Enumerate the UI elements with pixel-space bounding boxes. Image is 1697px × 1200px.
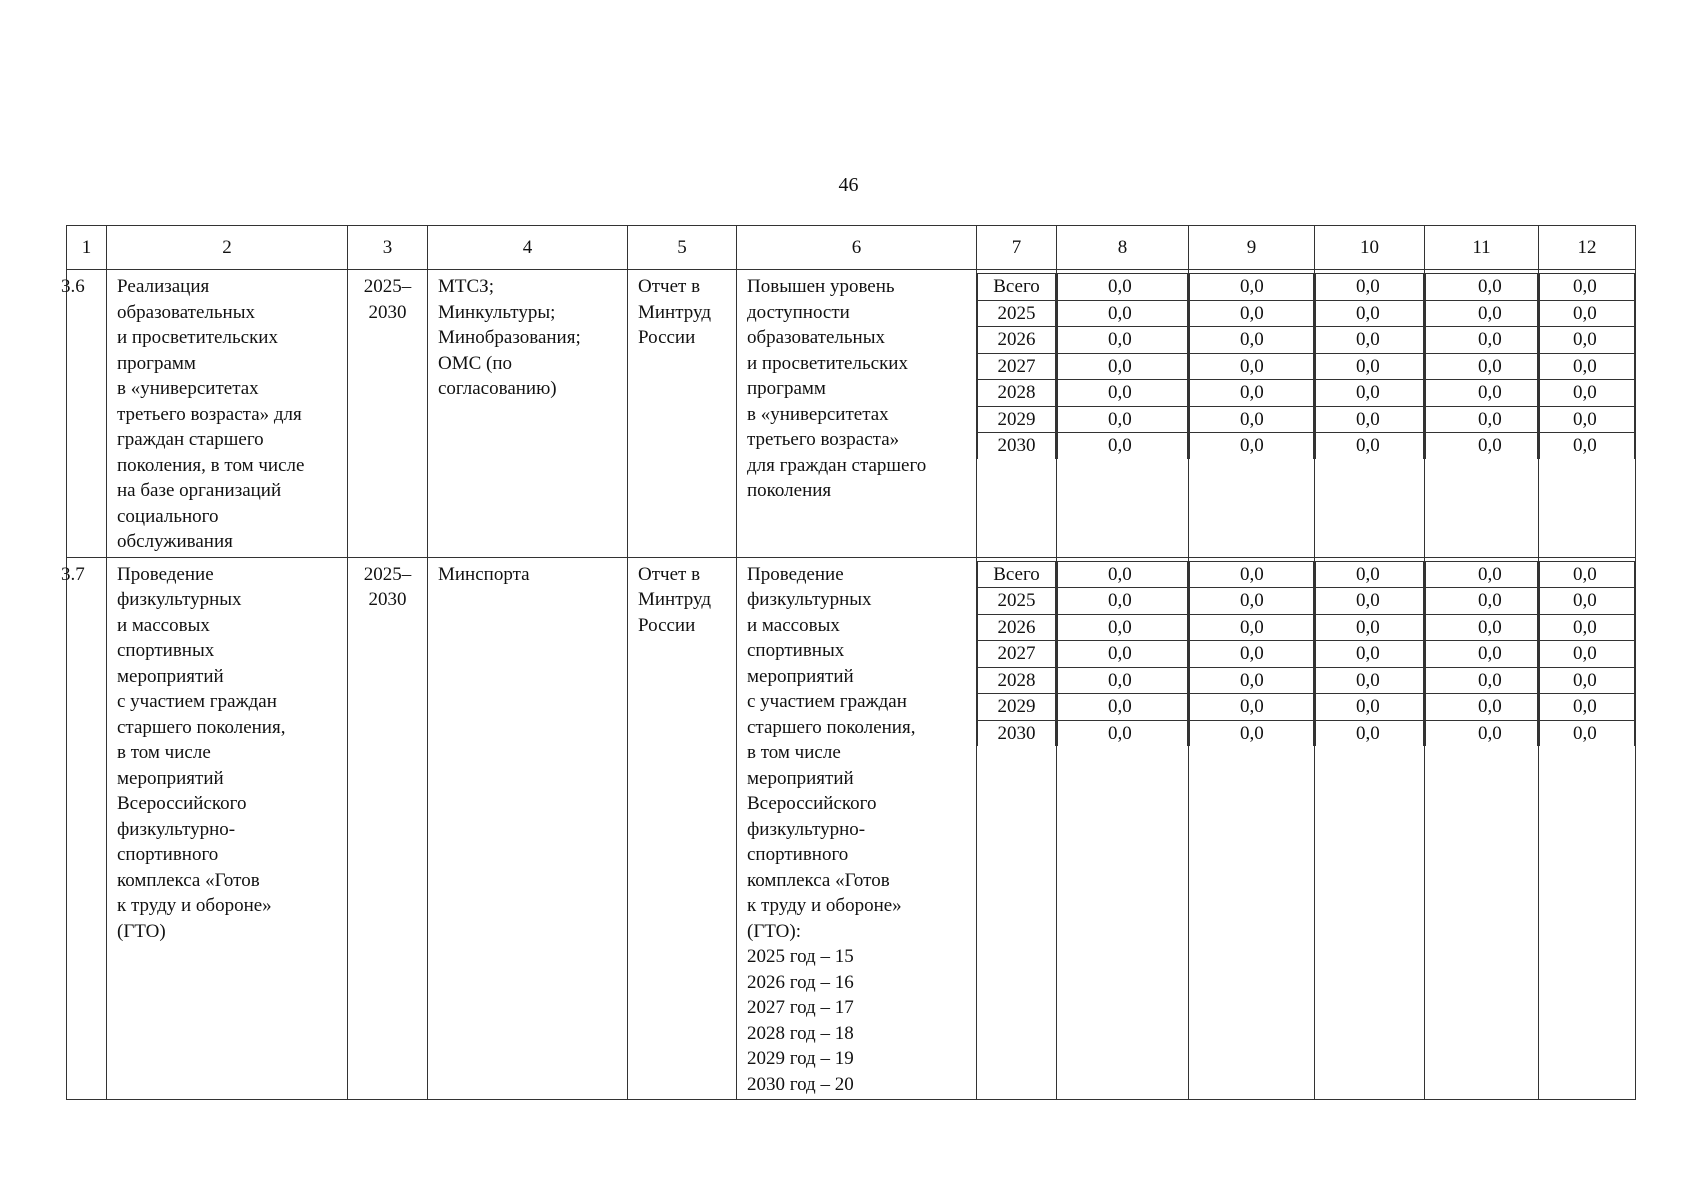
value-cell: 0,0 — [1190, 667, 1314, 694]
result-line: доступности — [747, 301, 850, 323]
measure-name-line: (ГТО) — [117, 920, 166, 942]
result-line: и массовых — [747, 614, 840, 636]
value-cell: 0,0 — [1426, 300, 1538, 327]
measure-name-line: Реализация — [117, 276, 210, 297]
value-cell: 0,0 — [1540, 641, 1635, 668]
years-cell — [977, 557, 1057, 1100]
value-cell: 0,0 — [1190, 561, 1314, 588]
value-cell: 0,0 — [1540, 561, 1635, 588]
value-cell: 0,0 — [1058, 641, 1188, 668]
header-cell: 4 — [428, 226, 628, 270]
measure-name-line: старшего поколения, — [117, 716, 286, 738]
measure-name-line: третьего возраста» для — [117, 403, 302, 425]
measure-name-line: в том числе — [117, 742, 211, 763]
executors-cell — [428, 557, 628, 1100]
executor-line: Минспорта — [438, 563, 530, 585]
value-cell: 0,0 — [1058, 274, 1188, 301]
value-cell: 0,0 — [1426, 694, 1538, 721]
value-cell: 0,0 — [1426, 274, 1538, 301]
year-label: 2028 — [978, 667, 1056, 694]
header-row — [67, 226, 1636, 270]
value-cell: 0,0 — [1316, 720, 1424, 746]
result-line: Повышен уровень — [747, 276, 895, 297]
result-line: к труду и обороне» — [747, 895, 902, 916]
col9-cell — [1189, 557, 1315, 1100]
col11-cell — [1425, 557, 1539, 1100]
value-cell: 0,0 — [1540, 588, 1635, 615]
value-cell: 0,0 — [1058, 720, 1188, 746]
measure-name-line: мероприятий — [117, 767, 224, 789]
period-line: 2030 — [368, 589, 407, 610]
value-cell: 0,0 — [1190, 694, 1314, 721]
header-cell: 10 — [1315, 226, 1425, 270]
value-cell: 0,0 — [1426, 353, 1538, 380]
result-line: 2025 год – 15 — [747, 946, 854, 967]
measure-name-line: на базе организаций — [117, 480, 282, 501]
measure-name-line: с участием граждан — [117, 691, 277, 712]
value-cell: 0,0 — [1316, 433, 1424, 459]
report-line: Отчет в — [638, 563, 701, 585]
result-cell — [737, 557, 977, 1100]
value-cell: 0,0 — [1540, 300, 1635, 327]
col10-cell — [1315, 557, 1425, 1100]
value-cell: 0,0 — [1058, 353, 1188, 380]
result-line: в том числе — [747, 742, 841, 763]
measure-name-cell — [107, 270, 348, 558]
header-cell: 2 — [107, 226, 348, 270]
period-line: 2025– — [363, 563, 412, 585]
result-line: мероприятий — [747, 767, 854, 789]
value-cell: 0,0 — [1316, 274, 1424, 301]
measure-name-line: программ — [117, 352, 196, 374]
value-cell: 0,0 — [1316, 667, 1424, 694]
report-line: России — [638, 614, 696, 636]
year-label: Всего — [978, 561, 1056, 588]
value-cell: 0,0 — [1316, 300, 1424, 327]
result-line: программ — [747, 378, 826, 399]
header-cell: 8 — [1057, 226, 1189, 270]
report-line: Отчет в — [638, 276, 701, 297]
value-cell: 0,0 — [1540, 327, 1635, 354]
result-line: мероприятий — [747, 665, 854, 687]
year-label: 2029 — [978, 694, 1056, 721]
year-label: 2027 — [978, 353, 1056, 380]
value-cell: 0,0 — [1316, 561, 1424, 588]
measure-name-line: спортивных — [117, 640, 215, 661]
col9-cell — [1189, 270, 1315, 558]
result-line: (ГТО): — [747, 920, 801, 942]
result-line: 2028 год – 18 — [747, 1022, 854, 1044]
col10-cell — [1315, 270, 1425, 558]
col12-cell — [1539, 270, 1636, 558]
value-cell: 0,0 — [1540, 667, 1635, 694]
value-cell: 0,0 — [1426, 433, 1538, 459]
report-line: России — [638, 327, 696, 348]
measure-name-line: поколения, в том числе — [117, 454, 305, 476]
value-cell: 0,0 — [1426, 720, 1538, 746]
value-cell: 0,0 — [1058, 380, 1188, 407]
result-cell — [737, 270, 977, 558]
value-cell: 0,0 — [1316, 327, 1424, 354]
value-cell: 0,0 — [1540, 720, 1635, 746]
header-cell: 6 — [737, 226, 977, 270]
year-label: 2030 — [978, 433, 1056, 459]
measure-name-line: обслуживания — [117, 531, 233, 552]
result-line: и просветительских — [747, 352, 908, 374]
result-line: спортивных — [747, 640, 845, 661]
year-label: 2026 — [978, 614, 1056, 641]
result-line: старшего поколения, — [747, 716, 916, 738]
value-cell: 0,0 — [1190, 433, 1314, 459]
header-cell: 11 — [1425, 226, 1539, 270]
value-cell: 0,0 — [1190, 380, 1314, 407]
col12-cell — [1539, 557, 1636, 1100]
header-cell: 1 — [67, 226, 107, 270]
measures-table — [61, 225, 1636, 1100]
value-cell: 0,0 — [1316, 406, 1424, 433]
measure-name-line: и массовых — [117, 614, 210, 636]
result-line: 2029 год – 19 — [747, 1048, 854, 1069]
report-cell — [628, 557, 737, 1100]
value-cell: 0,0 — [1540, 433, 1635, 459]
value-cell: 0,0 — [1316, 588, 1424, 615]
report-line: Минтруд — [638, 301, 711, 323]
value-cell: 0,0 — [1058, 300, 1188, 327]
header-cell: 5 — [628, 226, 737, 270]
value-cell: 0,0 — [1540, 614, 1635, 641]
period-cell — [348, 557, 428, 1100]
value-cell: 0,0 — [1058, 694, 1188, 721]
measure-name-line: Проведение — [117, 563, 214, 585]
value-cell: 0,0 — [1426, 561, 1538, 588]
measure-name-line: социального — [117, 505, 219, 527]
value-cell: 0,0 — [1540, 406, 1635, 433]
value-cell: 0,0 — [1058, 433, 1188, 459]
year-label: 2029 — [978, 406, 1056, 433]
value-cell: 0,0 — [1190, 274, 1314, 301]
result-line: третьего возраста» — [747, 429, 900, 450]
value-cell: 0,0 — [1540, 274, 1635, 301]
period-line: 2025– — [363, 276, 412, 297]
year-label: 2025 — [978, 588, 1056, 615]
value-cell: 0,0 — [1316, 380, 1424, 407]
result-line: 2026 год – 16 — [747, 971, 854, 993]
value-cell: 0,0 — [1426, 667, 1538, 694]
measure-name-line: комплекса «Готов — [117, 869, 260, 891]
measure-name-line: физкультурно- — [117, 818, 236, 840]
year-label: 2026 — [978, 327, 1056, 354]
value-cell: 0,0 — [1426, 588, 1538, 615]
value-cell: 0,0 — [1058, 667, 1188, 694]
years-cell — [977, 270, 1057, 558]
value-cell: 0,0 — [1190, 353, 1314, 380]
report-cell — [628, 270, 737, 558]
value-cell: 0,0 — [1058, 614, 1188, 641]
value-cell: 0,0 — [1058, 406, 1188, 433]
value-cell: 0,0 — [1540, 353, 1635, 380]
value-cell: 0,0 — [1316, 694, 1424, 721]
col11-cell — [1425, 270, 1539, 558]
value-cell: 0,0 — [1426, 614, 1538, 641]
value-cell: 0,0 — [1426, 327, 1538, 354]
value-cell: 0,0 — [1190, 327, 1314, 354]
result-line: 2030 год – 20 — [747, 1073, 854, 1095]
result-line: с участием граждан — [747, 691, 907, 712]
result-line: физкультурных — [747, 589, 872, 610]
result-line: комплекса «Готов — [747, 869, 890, 891]
value-cell: 0,0 — [1426, 380, 1538, 407]
value-cell: 0,0 — [1058, 327, 1188, 354]
value-cell: 0,0 — [1426, 406, 1538, 433]
result-line: спортивного — [747, 844, 849, 865]
executor-line: МТСЗ; — [438, 276, 494, 297]
value-cell: 0,0 — [1058, 588, 1188, 615]
value-cell: 0,0 — [1190, 614, 1314, 641]
result-line: образовательных — [747, 327, 885, 348]
table-row — [67, 557, 1636, 1100]
report-line: Минтруд — [638, 589, 711, 610]
measure-name-cell — [107, 557, 348, 1100]
col8-cell — [1057, 270, 1189, 558]
executor-line: Минобразования; — [438, 327, 581, 348]
value-cell: 0,0 — [1316, 641, 1424, 668]
measure-name-line: и просветительских — [117, 327, 278, 348]
value-cell: 0,0 — [1190, 641, 1314, 668]
value-cell: 0,0 — [1058, 561, 1188, 588]
value-cell: 0,0 — [1316, 353, 1424, 380]
header-cell: 7 — [977, 226, 1057, 270]
value-cell: 0,0 — [1426, 641, 1538, 668]
measure-name-line: спортивного — [117, 844, 219, 865]
year-label: 2028 — [978, 380, 1056, 407]
executor-line: ОМС (по — [438, 352, 513, 374]
result-line: в «университетах — [747, 403, 889, 425]
value-cell: 0,0 — [1190, 720, 1314, 746]
row-number-cell: 3.6 — [67, 270, 107, 558]
measure-name-line: Всероссийского — [117, 793, 247, 814]
year-label: 2030 — [978, 720, 1056, 746]
result-line: Проведение — [747, 563, 844, 585]
measure-name-line: к труду и обороне» — [117, 895, 272, 916]
measure-name-line: образовательных — [117, 301, 255, 323]
row-number-cell: 3.7 — [67, 557, 107, 1100]
result-line: 2027 год – 17 — [747, 997, 854, 1018]
measure-name-line: граждан старшего — [117, 429, 264, 450]
page-number: 46 — [838, 174, 859, 196]
period-cell — [348, 270, 428, 558]
executor-line: Минкультуры; — [438, 301, 556, 323]
measure-name-line: в «университетах — [117, 378, 259, 399]
header-cell: 12 — [1539, 226, 1636, 270]
result-line: физкультурно- — [747, 818, 866, 840]
measure-name-line: мероприятий — [117, 665, 224, 687]
period-line: 2030 — [368, 301, 407, 323]
header-cell: 3 — [348, 226, 428, 270]
measure-name-line: физкультурных — [117, 589, 242, 610]
result-line: для граждан старшего — [747, 454, 927, 476]
value-cell: 0,0 — [1190, 588, 1314, 615]
value-cell: 0,0 — [1540, 380, 1635, 407]
col8-cell — [1057, 557, 1189, 1100]
value-cell: 0,0 — [1540, 694, 1635, 721]
value-cell: 0,0 — [1190, 406, 1314, 433]
table-row — [67, 270, 1636, 558]
year-label: Всего — [978, 274, 1056, 301]
result-line: Всероссийского — [747, 793, 877, 814]
executor-line: согласованию) — [438, 378, 557, 399]
year-label: 2027 — [978, 641, 1056, 668]
executors-cell — [428, 270, 628, 558]
value-cell: 0,0 — [1190, 300, 1314, 327]
value-cell: 0,0 — [1316, 614, 1424, 641]
header-cell: 9 — [1189, 226, 1315, 270]
result-line: поколения — [747, 480, 832, 501]
year-label: 2025 — [978, 300, 1056, 327]
